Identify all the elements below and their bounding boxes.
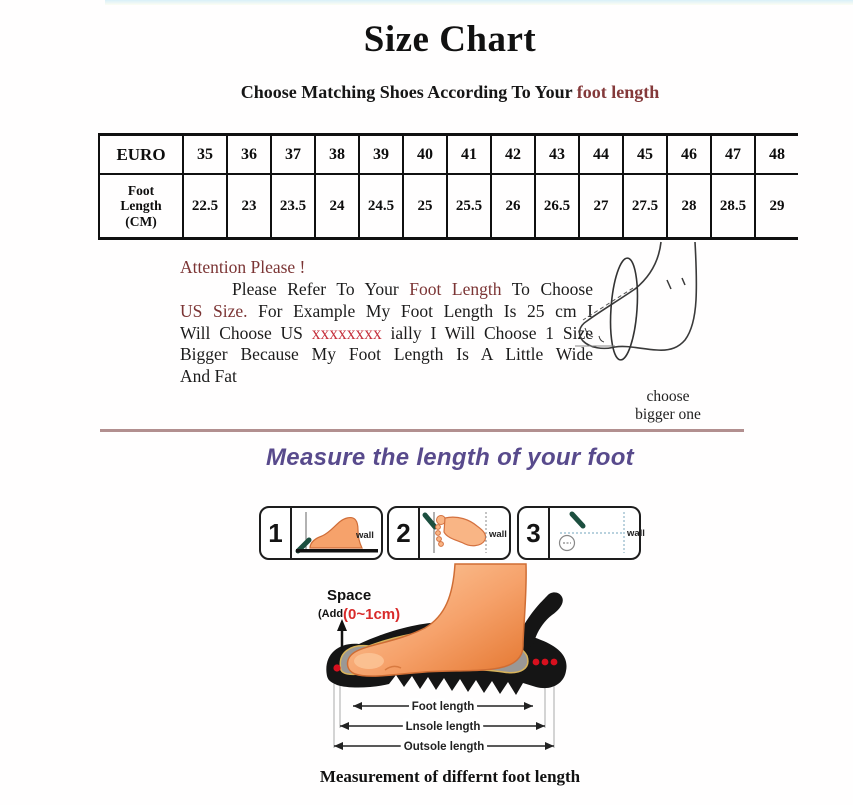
attention-text: Please Refer To Your	[232, 279, 410, 299]
step1-illustration	[292, 508, 382, 557]
step-number: 3	[526, 517, 541, 548]
euro-cell: 40	[403, 135, 447, 175]
attention-paragraph	[180, 279, 593, 388]
measure-step-panel-3	[517, 506, 645, 560]
foot-cm-cell: 24.5	[359, 174, 403, 239]
subtitle-text: Choose Matching Shoes According To Your	[240, 82, 577, 102]
foot-length-header-line: (CM)	[125, 213, 157, 229]
foot-length-header-line: Length	[120, 198, 162, 214]
measure-step-panel-1	[259, 506, 383, 560]
euro-cell: 42	[491, 135, 535, 175]
choose-caption-line: choose	[646, 388, 690, 405]
wall-label: wall	[489, 529, 507, 540]
step2-illustration	[420, 508, 510, 557]
space-value-label: (0~1cm)	[343, 606, 401, 623]
foot-cm-cell: 23.5	[271, 174, 315, 239]
foot-cm-cell: 23	[227, 174, 271, 239]
choose-caption-line: bigger one	[635, 405, 701, 423]
size-conversion-table	[98, 133, 798, 240]
attention-text: ially I Will Choose 1 Size	[381, 322, 593, 343]
attention-line	[180, 279, 593, 301]
foot-cm-cell: 26	[491, 174, 535, 239]
toe	[436, 525, 441, 530]
subtitle-highlight: foot length	[576, 82, 660, 102]
foot-cm-cell: 25.5	[447, 174, 491, 239]
floor-baseline	[296, 549, 378, 553]
attention-text-red: Foot Length	[409, 279, 502, 299]
space-paren-label: (Add	[318, 608, 344, 620]
section-divider-line	[100, 429, 744, 432]
euro-cell: 37	[271, 135, 315, 175]
wall-label: wall	[627, 528, 645, 539]
attention-line	[180, 301, 593, 323]
attention-text: To Choose	[501, 279, 593, 299]
ankle-detail-lines	[667, 278, 685, 289]
footprint-shape	[444, 517, 486, 546]
foot-cm-cell: 28	[667, 174, 711, 239]
foot-cm-cell: 22.5	[183, 174, 227, 239]
euro-cell: 44	[579, 135, 623, 175]
outsole-length-dim-label: Outsole length	[403, 741, 485, 753]
foot-cm-cell: 29	[755, 174, 798, 239]
attention-line: And Fat	[180, 366, 237, 387]
marker-pen	[572, 514, 583, 526]
euro-header-cell: EURO	[99, 135, 183, 175]
attention-text-crossed: xxxxxxxx	[311, 322, 382, 343]
table-row-euro	[99, 135, 798, 175]
euro-cell: 45	[623, 135, 667, 175]
top-strip-decoration	[105, 0, 853, 5]
euro-cell: 36	[227, 135, 271, 175]
attention-text: Will Choose US	[180, 322, 312, 343]
euro-cell: 43	[535, 135, 579, 175]
euro-cell: 47	[711, 135, 755, 175]
attention-line: Bigger Because My Foot Length Is A Little Wide	[180, 344, 593, 365]
toe	[439, 542, 444, 547]
measure-heading: Measure the length of your foot	[266, 444, 634, 471]
toe	[436, 531, 441, 536]
foot-length-header-cell	[99, 174, 183, 239]
attention-text-red: US Size.	[180, 300, 248, 321]
euro-cell: 46	[667, 135, 711, 175]
attention-line	[180, 323, 593, 345]
euro-cell: 48	[755, 135, 798, 175]
foot-sketch-illustration	[575, 242, 740, 382]
table-row-foot-length	[99, 174, 798, 239]
subtitle	[50, 82, 850, 103]
width-measure-ellipse	[607, 257, 640, 361]
foot-side-shape	[310, 518, 362, 548]
step-number: 2	[396, 517, 411, 548]
foot-cm-cell: 25	[403, 174, 447, 239]
euro-cell: 35	[183, 135, 227, 175]
foot-top-dashed-line	[583, 288, 633, 320]
space-label: Space	[327, 587, 372, 604]
wall-label: wall	[356, 530, 374, 541]
measure-step-panel-2	[387, 506, 511, 560]
foot-cm-cell: 27.5	[623, 174, 667, 239]
step-number: 1	[268, 517, 283, 548]
foot-cm-cell: 24	[315, 174, 359, 239]
euro-cell: 38	[315, 135, 359, 175]
euro-cell: 41	[447, 135, 491, 175]
toe	[437, 537, 442, 542]
toe-highlight	[354, 653, 384, 669]
toe-detail-lines	[585, 328, 604, 342]
choose-bigger-caption	[598, 388, 738, 423]
page-title: Size Chart	[363, 19, 537, 60]
foot-cm-cell: 26.5	[535, 174, 579, 239]
attention-heading: Attention Please !	[180, 257, 306, 277]
foot-length-dim-label: Foot length	[411, 701, 475, 713]
euro-cell: 39	[359, 135, 403, 175]
footer-caption: Measurement of differnt foot length	[319, 767, 581, 786]
foot-length-header-line: Foot	[127, 182, 155, 198]
foot-cm-cell: 27	[579, 174, 623, 239]
foot-length-diagram	[293, 558, 613, 768]
foot-cm-cell: 28.5	[711, 174, 755, 239]
attention-text: For Example My Foot Length Is 25 cm I	[247, 300, 594, 321]
step3-illustration	[550, 508, 645, 557]
insole-length-dim-label: Lnsole length	[405, 721, 481, 733]
